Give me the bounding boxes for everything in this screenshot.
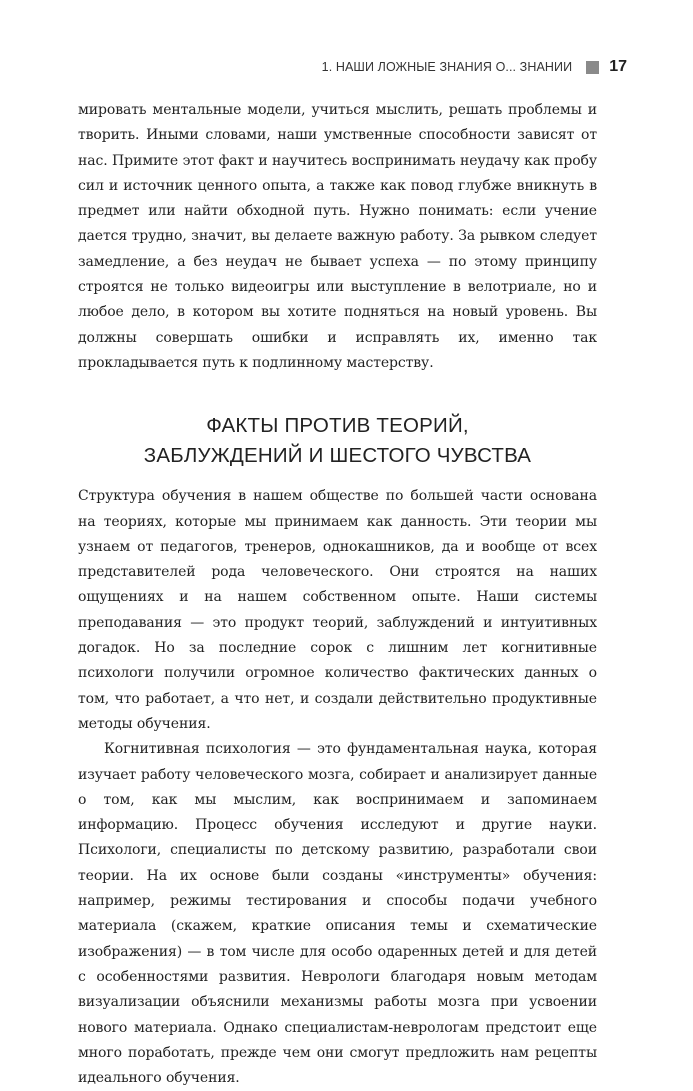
chapter-title: 1. НАШИ ЛОЖНЫЕ ЗНАНИЯ О... ЗНАНИИ <box>321 60 573 74</box>
page-body <box>78 98 597 1091</box>
continuation-paragraph: мировать ментальные модели, учиться мыслить, решать проблемы и творить. Иными словами, наши умственные способности зависят от нас. Примите этот факт и научитесь воспринимать неудачу как пробу сил и источник ценного опыта, а также как повод глубже вникнуть в предмет или найти обходной путь. Нужно понимать: если учение дается трудно, значит, вы делаете важную работу. За рывком следует замедление, а без неудач не бывает успеха — по этому принципу строятся не только видеоигры или выступление в велотриале, но и любое дело, в котором вы хотите подняться на новый уровень. Вы должны совершать ошибки и исправлять их, именно так прокладывается путь к подлинному мастерству. <box>78 102 597 371</box>
paragraph-2: Когнитивная психология — это фундаментальная наука, которая изучает работу человеческого мозга, собирает и анализирует данные о том, как мы мыслим, как воспринимаем и запоминаем информацию. Процесс обучения исследуют и другие науки. Психологи, специалисты по детскому развитию, разработали свои теории. На их основе были созданы «инструменты» обучения: например, режимы тестирования и способы подачи учебного материала (скажем, краткие описания темы и схематические изображения) — в том числе для особо одаренных детей и для детей с особенностями развития. Неврологи благодаря новым методам визуализации объяснили механизмы работы мозга при усвоении нового материала. Однако специалистам-неврологам предстоит еще много поработать, прежде чем они смогут предложить нам рецепты идеального обучения. <box>78 741 597 1087</box>
running-head <box>322 55 627 79</box>
paragraph-1: Структура обучения в нашем обществе по большей части основана на теориях, которые мы принимаем как данность. Эти теории мы узнаем от педагогов, тренеров, однокашников, да и вообще от всех представителей рода человеческого. Они строятся на наших ощущениях и на нашем собственном опыте. Наши системы преподавания — это продукт теорий, заблуждений и интуитивных догадок. Но за последние сорок с лишним лет когнитивные психологи получили огромное количество фактических данных о том, что работает, а что нет, и создали действительно продуктивные методы обучения. <box>78 488 597 732</box>
square-marker-icon <box>586 61 599 74</box>
section-heading-line-2: ЗАБЛУЖДЕНИЙ И ШЕСТОГО ЧУВСТВА <box>143 444 532 468</box>
section-heading <box>78 411 597 471</box>
page-number: 17 <box>609 58 627 75</box>
section-heading-line-1: ФАКТЫ ПРОТИВ ТЕОРИЙ, <box>206 414 469 438</box>
